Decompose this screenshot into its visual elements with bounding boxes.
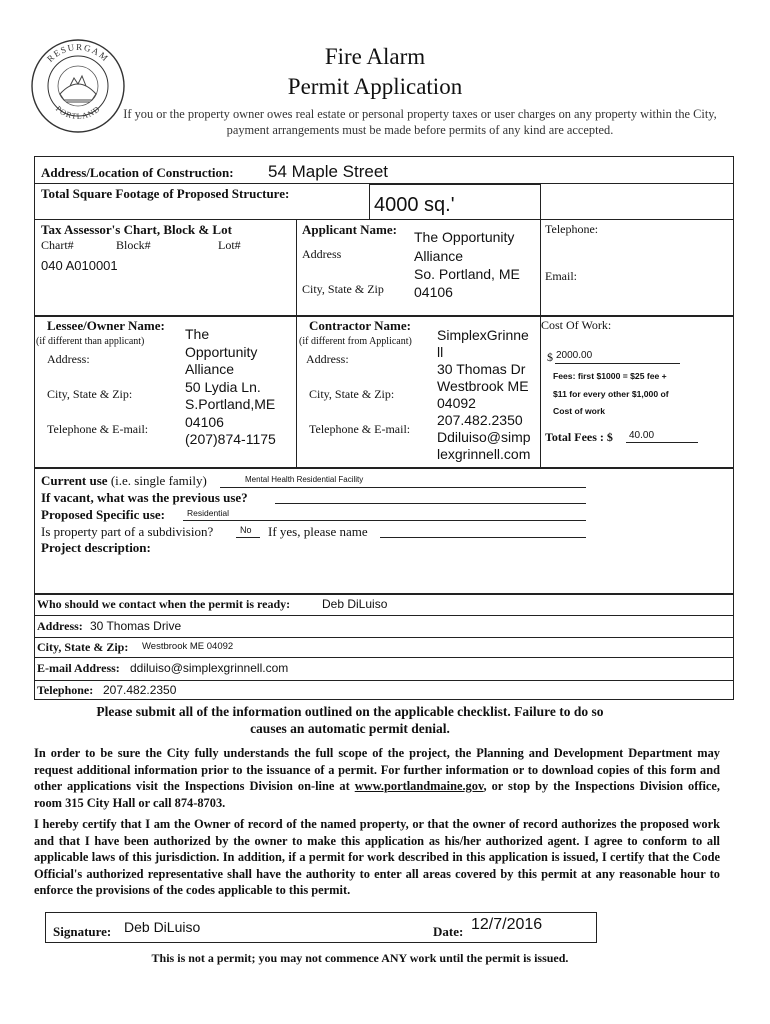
subdivision-value[interactable]: No [240, 525, 252, 535]
tax-value[interactable]: 040 A010001 [41, 258, 118, 273]
subdivision-name-label: If yes, please name [268, 524, 368, 539]
applicant-name[interactable] [414, 228, 514, 266]
contractor-value[interactable] [437, 327, 531, 463]
lessee-line: Alliance [185, 361, 235, 377]
applicant-name-line: The Opportunity [414, 229, 515, 245]
email-label: Email: [545, 269, 577, 283]
checklist-line: causes an automatic permit denial. [250, 721, 450, 736]
applicant-address-label: Address [302, 247, 342, 261]
title-line-1: Fire Alarm [324, 44, 426, 69]
seal-text-bottom: PORTLAND [53, 104, 103, 121]
checklist-notice [40, 703, 660, 737]
footer-note: This is not a permit; you may not commence ANY work until the permit is issued. [151, 951, 569, 965]
contractor-line: 30 Thomas Dr [437, 361, 526, 377]
lessee-line: S.Portland,ME [185, 396, 276, 412]
contact-city-value[interactable]: Westbrook ME 04092 [142, 641, 234, 652]
current-use-value[interactable]: Mental Health Residential Facility [245, 475, 364, 484]
svg-text:RESURGAM [45, 42, 111, 64]
portland-website-link[interactable]: www.portlandmaine.gov [354, 779, 484, 793]
current-use-label: Current use [41, 473, 108, 488]
contractor-line: 207.482.2350 [437, 412, 523, 428]
project-desc-label: Project description: [41, 540, 151, 555]
contractor-city-label: City, State & Zip: [309, 387, 395, 401]
title-line-2: Permit Application [287, 74, 463, 99]
info-paragraph [34, 745, 720, 811]
lessee-label: Lessee/Owner Name: [47, 318, 165, 333]
total-fees-label: Total Fees : $ [545, 430, 613, 444]
sqft-label: Total Square Footage of Proposed Structure: [41, 186, 290, 201]
total-fees-value[interactable]: 40.00 [629, 430, 655, 441]
contact-address-label: Address: [37, 619, 83, 633]
contact-phone-value[interactable]: 207.482.2350 [103, 683, 177, 697]
contractor-line: SimplexGrinne [437, 327, 529, 343]
lessee-line: 04106 [185, 413, 224, 430]
proposed-value[interactable]: Residential [187, 508, 230, 518]
info-text-end: , or stop by the Inspections Division office, room 315 City Hall or call 874-8703. [34, 779, 720, 810]
contractor-line: ll [437, 344, 444, 360]
current-use-row [41, 473, 207, 489]
contractor-line: Westbrook ME [437, 378, 529, 394]
sqft-value: 4000 sq.' [374, 194, 455, 216]
applicant-name-line: Alliance [414, 248, 464, 264]
contractor-label: Contractor Name: [309, 318, 411, 333]
who-label: Who should we contact when the permit is ready: [37, 597, 291, 611]
who-value[interactable]: Deb DiLuiso [322, 597, 388, 611]
lessee-line: The [185, 326, 210, 342]
contact-city-label: City, State & Zip: [37, 640, 129, 654]
proposed-label: Proposed Specific use: [41, 507, 165, 522]
lessee-city-label: City, State & Zip: [47, 387, 133, 401]
lessee-value[interactable] [185, 326, 276, 449]
current-use-note: (i.e. single family) [110, 473, 207, 488]
vacant-field[interactable] [275, 503, 586, 504]
fee-note-line: Fees: first $1000 = $25 fee + [553, 371, 667, 381]
lessee-phone-label: Telephone & E-mail: [47, 422, 149, 436]
date-label: Date: [433, 924, 464, 939]
chart-label: Chart# [41, 238, 74, 252]
telephone-label: Telephone: [545, 222, 599, 236]
lot-label: Lot# [218, 238, 241, 252]
contractor-line: Ddiluiso@simp [437, 429, 531, 445]
contractor-phone-label: Telephone & E-mail: [309, 422, 411, 436]
fee-note [553, 368, 669, 421]
address-label: Address/Location of Construction: [41, 165, 234, 180]
fee-note-line: Cost of work [553, 406, 606, 416]
vacant-label: If vacant, what was the previous use? [41, 490, 248, 505]
subdivision-name-field[interactable] [380, 537, 586, 538]
cost-value[interactable]: 2000.00 [556, 350, 593, 361]
applicant-city-line: 04106 [414, 284, 453, 300]
applicant-label: Applicant Name: [302, 222, 397, 237]
block-label: Block# [116, 238, 151, 252]
cost-prefix: $ [547, 350, 553, 364]
contact-address-value[interactable]: 30 Thomas Drive [90, 619, 182, 633]
subdivision-label: Is property part of a subdivision? [41, 524, 214, 539]
city-seal [30, 38, 126, 134]
signature-value[interactable]: Deb DiLuiso [124, 919, 201, 935]
applicant-city-line: So. Portland, ME [414, 266, 520, 282]
tax-notice: If you or the property owner owes real estate or personal property taxes or user charges on any property within the City, payment arrangements must be made before permits of any kind are accepted. [123, 107, 717, 137]
contact-email-value[interactable]: ddiluiso@simplexgrinnell.com [130, 661, 289, 675]
info-text: In order to be sure the City fully understands the full scope of the project, the Planning and Development Department may request additional information prior to the issuance of a permit. For further information or to download copies of this form and other applications visit the Inspections Division on-line at [34, 746, 720, 793]
contact-phone-label: Telephone: [37, 683, 94, 697]
svg-text:PORTLAND [54, 104, 102, 121]
fee-note-line: $11 for every other $1,000 of [553, 388, 669, 399]
applicant-city[interactable] [414, 265, 520, 301]
certification-paragraph: I hereby certify that I am the Owner of record of the named property, or that the owner of record authorizes the proposed work and that I have been authorized by the owner to make this application as his/her authorized agent. I agree to conform to all applicable laws of this jurisdiction. In addition, if a permit for work described in this application is issued, I certify that the Code Official's authorized representative shall have the authority to enter all areas covered by this permit at any reasonable hour to enforce the provisions of the codes applicable to this permit. [34, 817, 720, 897]
cost-label: Cost Of Work: [541, 318, 612, 332]
seal-icon [30, 38, 126, 134]
lessee-line: Opportunity [185, 343, 258, 360]
seal-text-top: RESURGAM [45, 41, 111, 64]
checklist-line: Please submit all of the information outlined on the applicable checklist. Failure to do so [96, 704, 604, 719]
address-value[interactable]: 54 Maple Street [268, 162, 389, 181]
tax-assessor-label: Tax Assessor's Chart, Block & Lot [41, 222, 232, 237]
contractor-line: lexgrinnell.com [437, 446, 531, 462]
applicant-city-label: City, State & Zip [302, 282, 384, 296]
page-title [200, 42, 550, 102]
date-value[interactable]: 12/7/2016 [471, 916, 543, 933]
lessee-address-label: Address: [47, 352, 90, 366]
lessee-line: (207)874-1175 [185, 431, 276, 447]
contractor-line: 04092 [437, 395, 476, 411]
contact-email-label: E-mail Address: [37, 661, 120, 675]
lessee-note: (if different than applicant) [36, 336, 145, 347]
contractor-note: (if different from Applicant) [299, 336, 412, 347]
contractor-address-label: Address: [306, 352, 349, 366]
lessee-line: 50 Lydia Ln. [185, 378, 261, 395]
signature-label: Signature: [53, 924, 112, 939]
